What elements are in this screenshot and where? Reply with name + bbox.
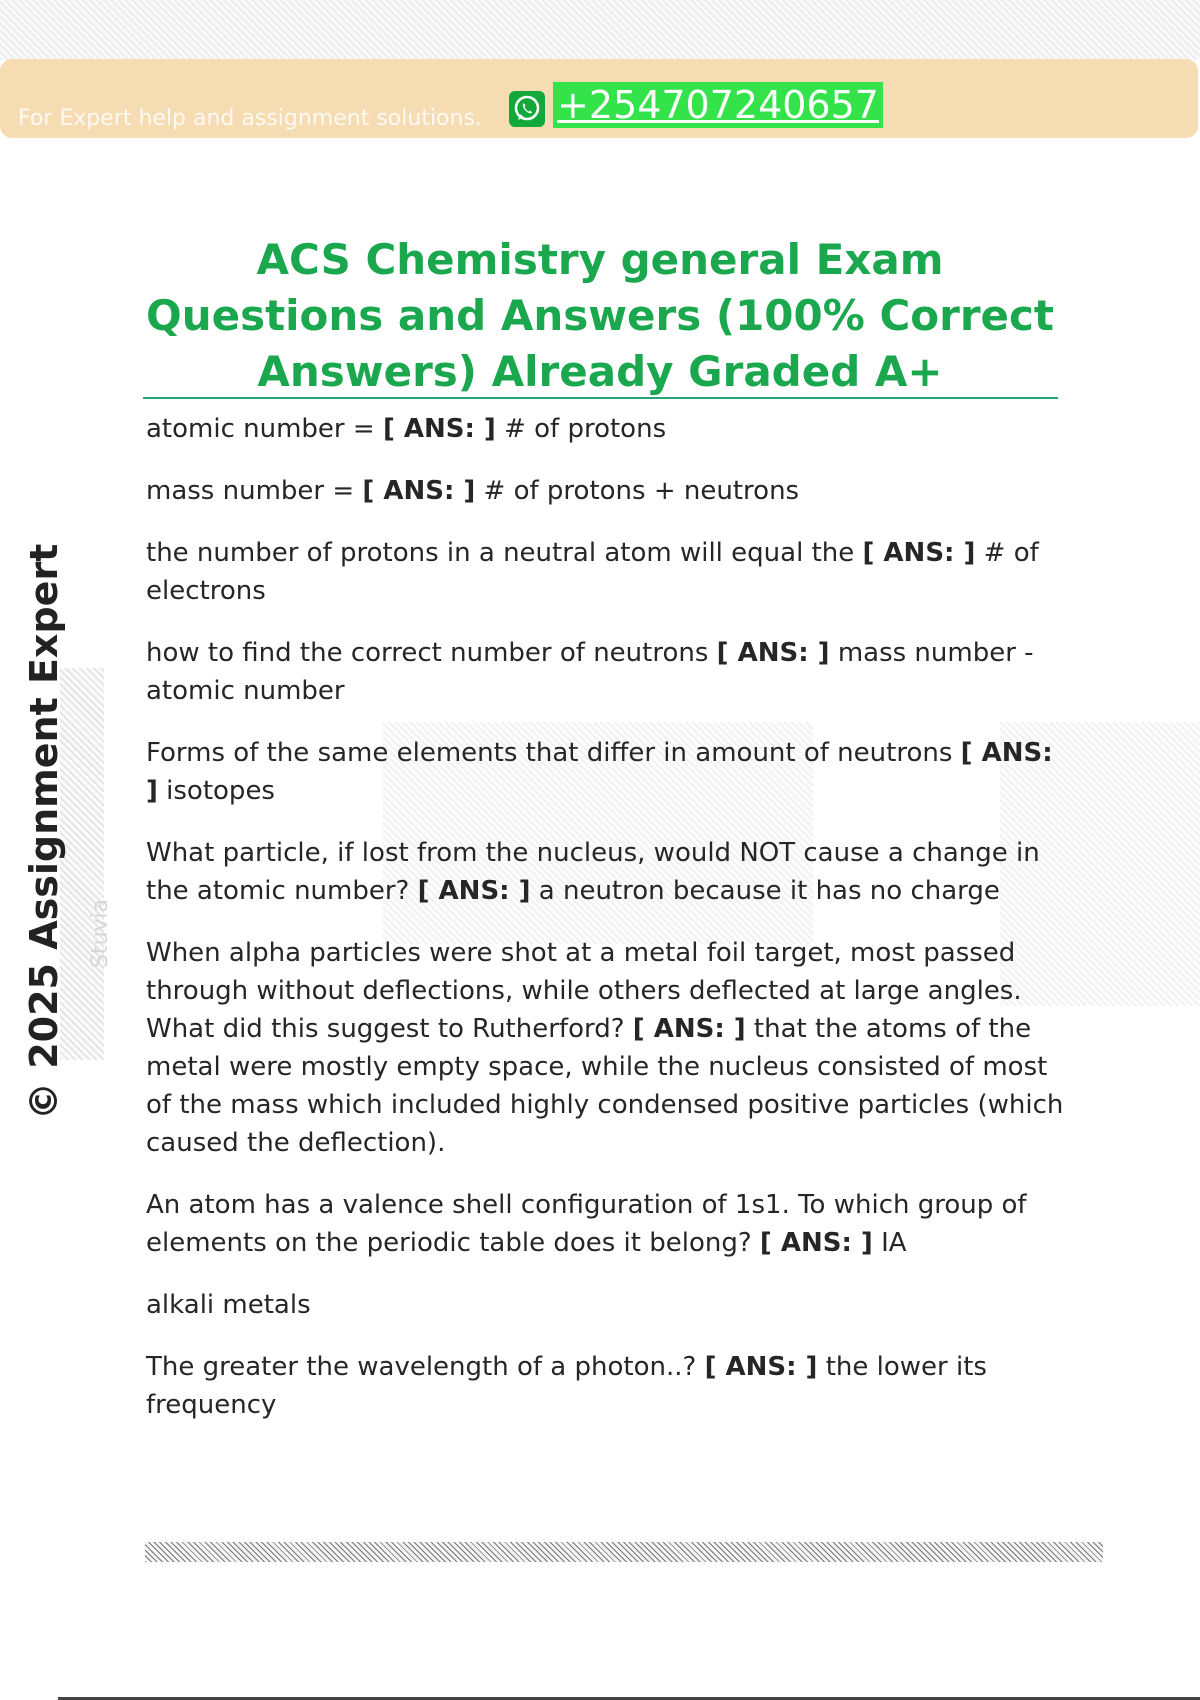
answer-text: # of protons (504, 414, 667, 444)
qa-item (146, 410, 1066, 448)
question-text: When alpha particles were shot at a metal foil target, most passed through without deflections, while others deflected at large angles. What did this suggest to Rutherford? (146, 938, 1022, 1044)
question-text: how to find the correct number of neutrons (146, 638, 709, 668)
answer-text: that the atoms of the metal were mostly empty space, while the nucleus consisted of most of the mass which included highly condensed positive particles (which caused the deflection). (146, 1014, 1064, 1158)
question-text: An atom has a valence shell configuration of 1s1. To which group of elements on the periodic table does it belong? (146, 1190, 1027, 1258)
answer-text: # of electrons (146, 538, 1039, 606)
answer-text: a neutron because it has no charge (538, 876, 1000, 906)
qa-list (146, 410, 1066, 1448)
answer-text: IA (881, 1228, 907, 1258)
question-text: alkali metals (146, 1290, 311, 1320)
ans-tag: [ ANS: ] (362, 476, 476, 506)
qa-item (146, 1186, 1066, 1262)
side-faint-watermark: Stuvia (88, 898, 113, 968)
question-text: The greater the wavelength of a photon..? (146, 1352, 697, 1382)
question-text: What particle, if lost from the nucleus, would NOT cause a change in the atomic number? (146, 838, 1040, 906)
ans-tag: [ ANS: ] (716, 638, 830, 668)
question-text: mass number = (146, 476, 355, 506)
qa-item (146, 834, 1066, 910)
qa-item (146, 734, 1066, 810)
ans-tag: [ ANS: ] (632, 1014, 746, 1044)
top-hatch-border (0, 0, 1200, 60)
ans-tag: [ ANS: ] (382, 414, 496, 444)
copyright-side-label: © 2025 Assignment Expert (22, 543, 66, 1120)
bottom-hatch-divider (145, 1542, 1103, 1562)
side-watermark-hatch (60, 668, 104, 1060)
ans-tag: [ ANS: ] (862, 538, 976, 568)
whatsapp-icon[interactable] (509, 91, 545, 127)
question-text: the number of protons in a neutral atom will equal the (146, 538, 855, 568)
answer-text: mass number - atomic number (146, 638, 1034, 706)
question-text: Forms of the same elements that differ in amount of neutrons (146, 738, 953, 768)
phone-number-link[interactable]: +254707240657 (553, 82, 883, 128)
qa-item (146, 934, 1066, 1162)
qa-item (146, 1348, 1066, 1424)
qa-item (146, 472, 1066, 510)
answer-text: isotopes (166, 776, 275, 806)
answer-text: # of protons + neutrons (483, 476, 800, 506)
answer-text: the lower its frequency (146, 1352, 987, 1420)
title-divider (143, 397, 1058, 399)
document-title: ACS Chemistry general Exam Questions and Answers (100% Correct Answers) Already Graded A+ (145, 235, 1055, 396)
ans-tag: [ ANS: ] (759, 1228, 873, 1258)
qa-item (146, 534, 1066, 610)
banner-text: For Expert help and assignment solutions. (18, 106, 482, 131)
qa-item (146, 1286, 1066, 1324)
ans-tag: [ ANS: ] (146, 738, 1053, 806)
ans-tag: [ ANS: ] (704, 1352, 818, 1382)
question-text: atomic number = (146, 414, 375, 444)
qa-item (146, 634, 1066, 710)
ans-tag: [ ANS: ] (417, 876, 531, 906)
